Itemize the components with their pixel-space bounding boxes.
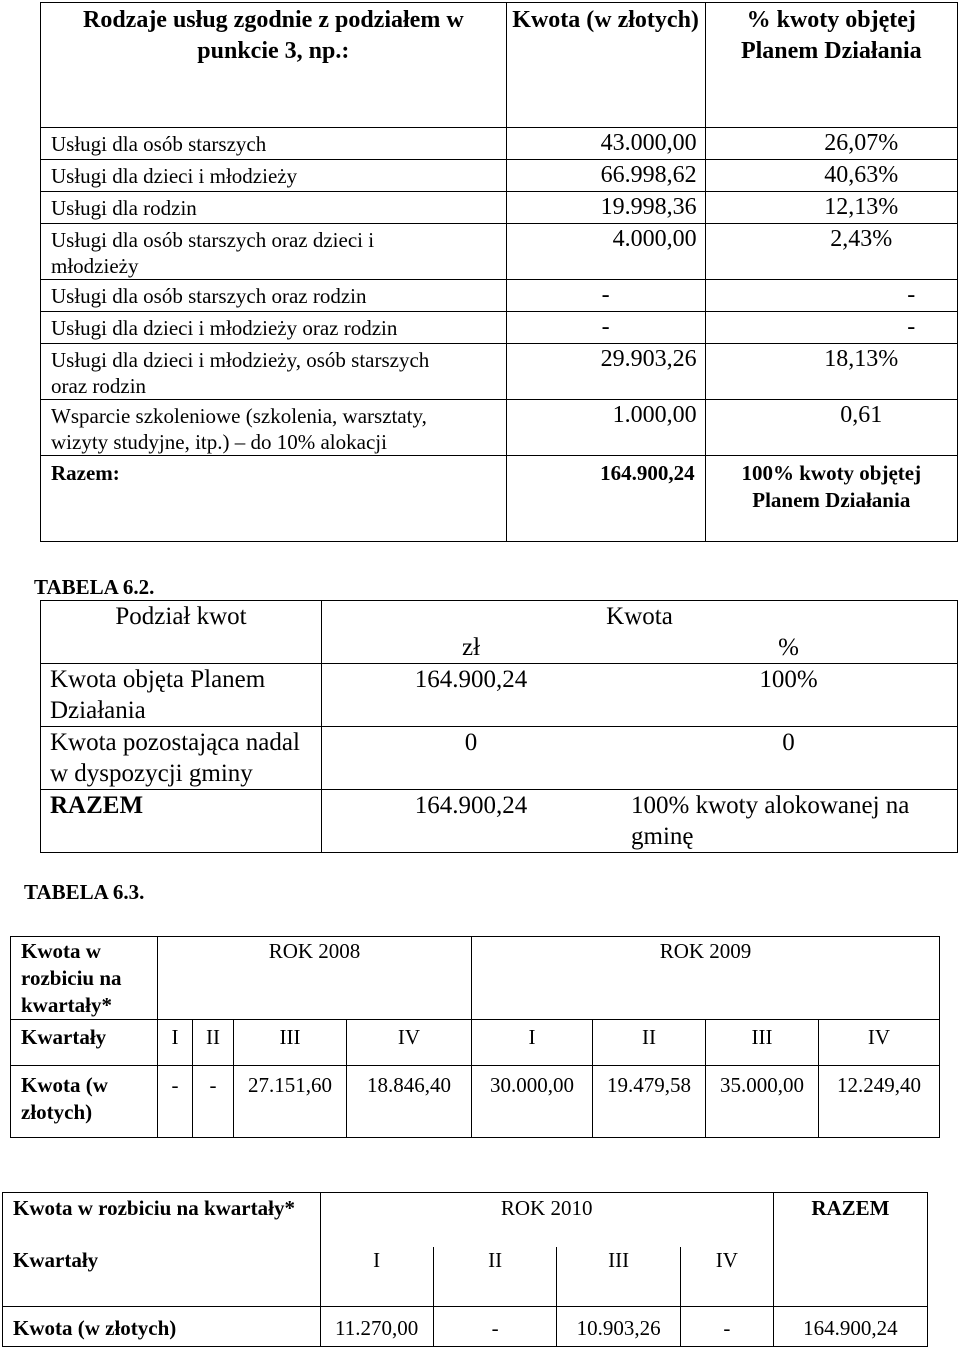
quarters-label: Kwartały	[11, 1020, 158, 1066]
table-row	[41, 344, 958, 400]
allocation-table	[40, 600, 958, 853]
header-amount: Kwota	[322, 601, 958, 633]
subheader-zl: zł	[322, 632, 612, 664]
allocation-header-row	[41, 601, 958, 633]
row-label: Usługi dla dzieci i młodzieży oraz rodzin	[41, 312, 507, 344]
year-header-row	[11, 937, 940, 1020]
row-percent: 0,61	[705, 400, 957, 456]
quarter-cell: III	[234, 1020, 347, 1066]
quarterly-table-2010	[2, 1192, 928, 1347]
row-label: Wsparcie szkoleniowe (szkolenia, warsztaty, wizyty studyjne, itp.) – do 10% alokacji	[41, 400, 507, 456]
row-amount: -	[506, 280, 705, 312]
year-2010: ROK 2010	[320, 1193, 773, 1247]
year-2008: ROK 2008	[158, 937, 472, 1020]
amount-cell: -	[193, 1066, 234, 1138]
quarter-cell: II	[593, 1020, 706, 1066]
table-row	[41, 128, 958, 160]
header-split: Podział kwot	[41, 601, 322, 664]
amount-cell: 18.846,40	[347, 1066, 472, 1138]
amount-cell: 11.270,00	[320, 1307, 433, 1347]
total-zl: 164.900,24	[322, 790, 612, 853]
table-row	[41, 224, 958, 280]
row-amount: 43.000,00	[506, 128, 705, 160]
quarter-cell: II	[433, 1247, 557, 1307]
quarterly-table-2008-2009	[10, 936, 940, 1138]
row-percent: 26,07%	[705, 128, 957, 160]
row-label: Usługi dla osób starszych	[41, 128, 507, 160]
row-zl: 0	[322, 727, 612, 790]
amounts-row	[3, 1307, 928, 1347]
table-row	[41, 727, 958, 790]
row-percent: 0	[611, 727, 958, 790]
corner-label: Kwota w rozbiciu na kwartały*	[3, 1193, 321, 1247]
amount-cell: -	[680, 1307, 773, 1347]
quarter-cell: I	[158, 1020, 193, 1066]
total-header: RAZEM	[773, 1193, 927, 1247]
amount-cell: 12.249,40	[819, 1066, 940, 1138]
total-percent: 100% kwoty alokowanej na gminę	[611, 790, 958, 853]
amount-cell: 35.000,00	[706, 1066, 819, 1138]
row-amount: 66.998,62	[506, 160, 705, 192]
row-label: Usługi dla osób starszych oraz dzieci i młodzieży	[41, 224, 507, 280]
row-amount: -	[506, 312, 705, 344]
services-table	[40, 2, 958, 542]
quarter-cell: II	[193, 1020, 234, 1066]
amount-cell: -	[158, 1066, 193, 1138]
header-service-types: Rodzaje usług zgodnie z podziałem w punkcie 3, np.:	[41, 3, 507, 128]
quarter-cell: III	[706, 1020, 819, 1066]
table-row	[41, 400, 958, 456]
row-percent: 12,13%	[705, 192, 957, 224]
table-row	[41, 664, 958, 727]
services-header-row	[41, 3, 958, 128]
amount-label: Kwota (w złotych)	[11, 1066, 158, 1138]
quarter-cell: I	[320, 1247, 433, 1307]
total-percent: 100% kwoty objętej Planem Działania	[705, 456, 957, 542]
amounts-row	[11, 1066, 940, 1138]
amount-cell: 27.151,60	[234, 1066, 347, 1138]
amount-cell: 10.903,26	[557, 1307, 681, 1347]
year-2009: ROK 2009	[472, 937, 940, 1020]
row-amount: 29.903,26	[506, 344, 705, 400]
table-row	[41, 160, 958, 192]
amount-cell: 19.479,58	[593, 1066, 706, 1138]
quarter-cell: IV	[819, 1020, 940, 1066]
corner-label: Kwota w rozbiciu na kwartały*	[11, 937, 158, 1020]
quarter-cell: IV	[680, 1247, 773, 1307]
caption-table-6-3: TABELA 6.3.	[24, 880, 145, 904]
row-label: Usługi dla osób starszych oraz rodzin	[41, 280, 507, 312]
row-label: Usługi dla dzieci i młodzieży, osób starszych oraz rodzin	[41, 344, 507, 400]
header-amount: Kwota (w złotych)	[506, 3, 705, 128]
row-percent: 18,13%	[705, 344, 957, 400]
quarter-cell: IV	[347, 1020, 472, 1066]
row-label: Usługi dla dzieci i młodzieży	[41, 160, 507, 192]
row-percent: -	[705, 312, 957, 344]
row-amount: 1.000,00	[506, 400, 705, 456]
row-amount: 4.000,00	[506, 224, 705, 280]
total-row	[41, 790, 958, 853]
row-percent: 40,63%	[705, 160, 957, 192]
quarters-label: Kwartały	[3, 1247, 321, 1307]
table-row	[41, 192, 958, 224]
amount-cell: -	[433, 1307, 557, 1347]
year-header-row	[3, 1193, 928, 1247]
total-row	[41, 456, 958, 542]
caption-table-6-2: TABELA 6.2.	[34, 575, 155, 599]
row-label: Kwota pozostająca nadal w dyspozycji gminy	[41, 727, 322, 790]
empty-cell	[773, 1247, 927, 1307]
quarters-row	[3, 1247, 928, 1307]
row-label: Kwota objęta Planem Działania	[41, 664, 322, 727]
total-amount: 164.900,24	[773, 1307, 927, 1347]
table-row	[41, 312, 958, 344]
amount-cell: 30.000,00	[472, 1066, 593, 1138]
header-percent: % kwoty objętej Planem Działania	[705, 3, 957, 128]
quarter-cell: III	[557, 1247, 681, 1307]
quarter-cell: I	[472, 1020, 593, 1066]
total-label: RAZEM	[41, 790, 322, 853]
row-amount: 19.998,36	[506, 192, 705, 224]
row-label: Usługi dla rodzin	[41, 192, 507, 224]
total-amount: 164.900,24	[506, 456, 705, 542]
table-row	[41, 280, 958, 312]
total-label: Razem:	[41, 456, 507, 542]
row-percent: -	[705, 280, 957, 312]
amount-label: Kwota (w złotych)	[3, 1307, 321, 1347]
subheader-percent: %	[611, 632, 958, 664]
row-percent: 2,43%	[705, 224, 957, 280]
row-percent: 100%	[611, 664, 958, 727]
quarters-row	[11, 1020, 940, 1066]
row-zl: 164.900,24	[322, 664, 612, 727]
